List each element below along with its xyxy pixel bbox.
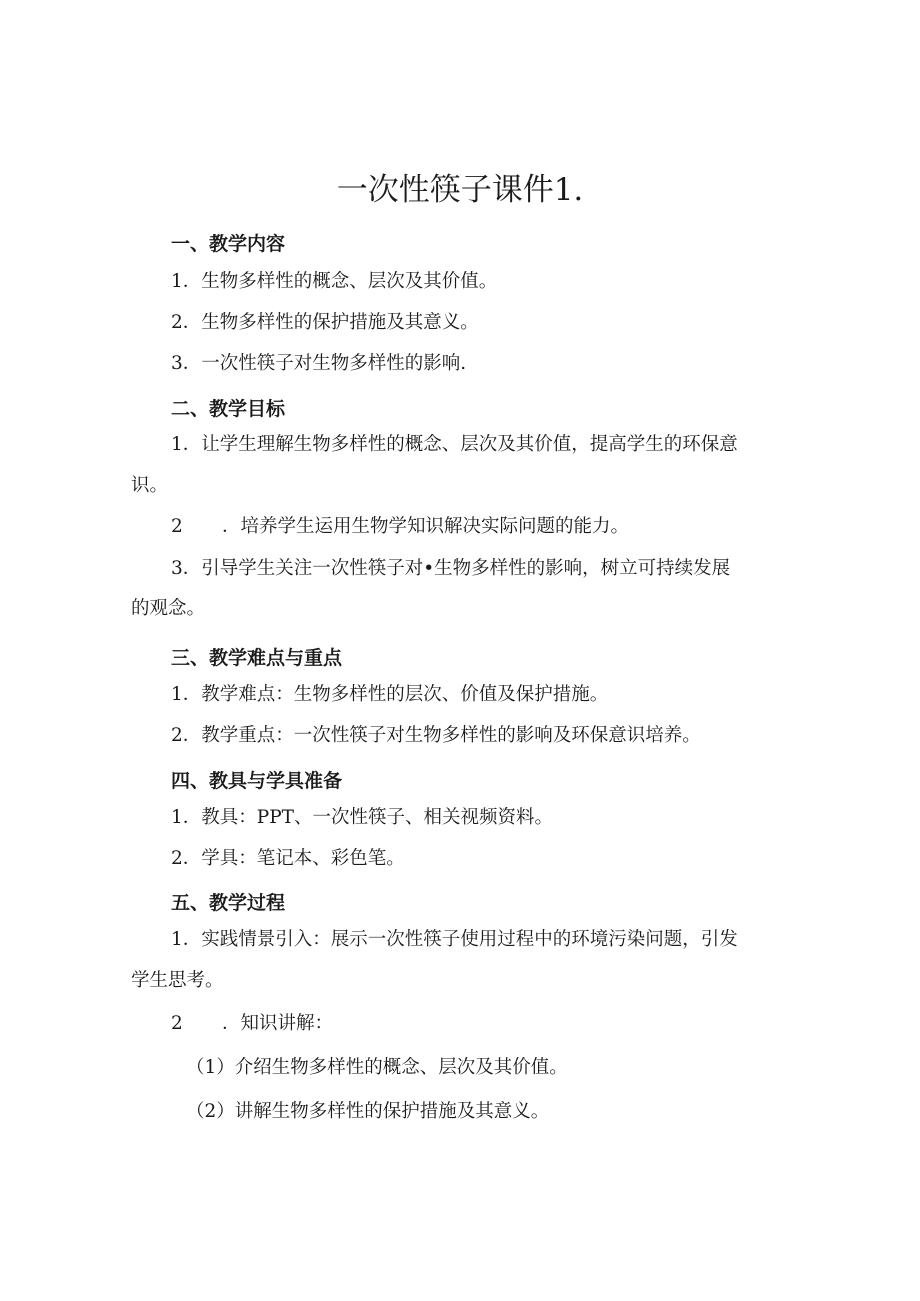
process-subitem-1: （1）介绍生物多样性的概念、层次及其价值。 [186,1057,568,1078]
section-heading-difficulties: 三、教学难点与重点 [171,647,343,669]
materials-item-2: 2．学具：笔记本、彩色笔。 [171,848,405,869]
process-item-2-number: 2 [171,1013,183,1034]
objective-item-2-number: 2 [171,516,183,537]
process-item-1-cont: 学生思考。 [131,970,224,991]
process-item-2: ．知识讲解： [222,1013,334,1034]
document-title: 一次性筷子课件1. [336,172,584,208]
objective-item-2: ．培养学生运用生物学知识解决实际问题的能力。 [222,516,630,537]
content-item-2: 2．生物多样性的保护措施及其意义。 [171,312,479,333]
section-heading-process: 五、教学过程 [171,892,286,914]
process-subitem-2: （2）讲解生物多样性的保护措施及其意义。 [186,1101,550,1122]
objective-item-1-cont: 识。 [131,475,169,496]
section-heading-materials: 四、教具与学具准备 [171,770,343,792]
objective-item-1: 1．让学生理解生物多样性的概念、层次及其价值，提高学生的环保意 [171,434,738,455]
objective-item-3-cont: 的观念。 [131,598,206,619]
content-item-3: 3．一次性筷子对生物多样性的影响. [171,353,467,374]
section-heading-objectives: 二、教学目标 [171,398,286,420]
objective-item-3: 3．引导学生关注一次性筷子对•生物多样性的影响，树立可持续发展 [171,558,731,579]
process-item-1: 1．实践情景引入：展示一次性筷子使用过程中的环境污染问题，引发 [171,929,738,950]
difficulty-item-2: 2．教学重点：一次性筷子对生物多样性的影响及环保意识培养。 [171,725,701,746]
difficulty-item-1: 1．教学难点：生物多样性的层次、价值及保护措施。 [171,684,609,705]
materials-item-1: 1．教具：PPT、一次性筷子、相关视频资料。 [171,807,554,828]
section-heading-content: 一、教学内容 [171,233,286,255]
content-item-1: 1．生物多样性的概念、层次及其价值。 [171,271,498,292]
